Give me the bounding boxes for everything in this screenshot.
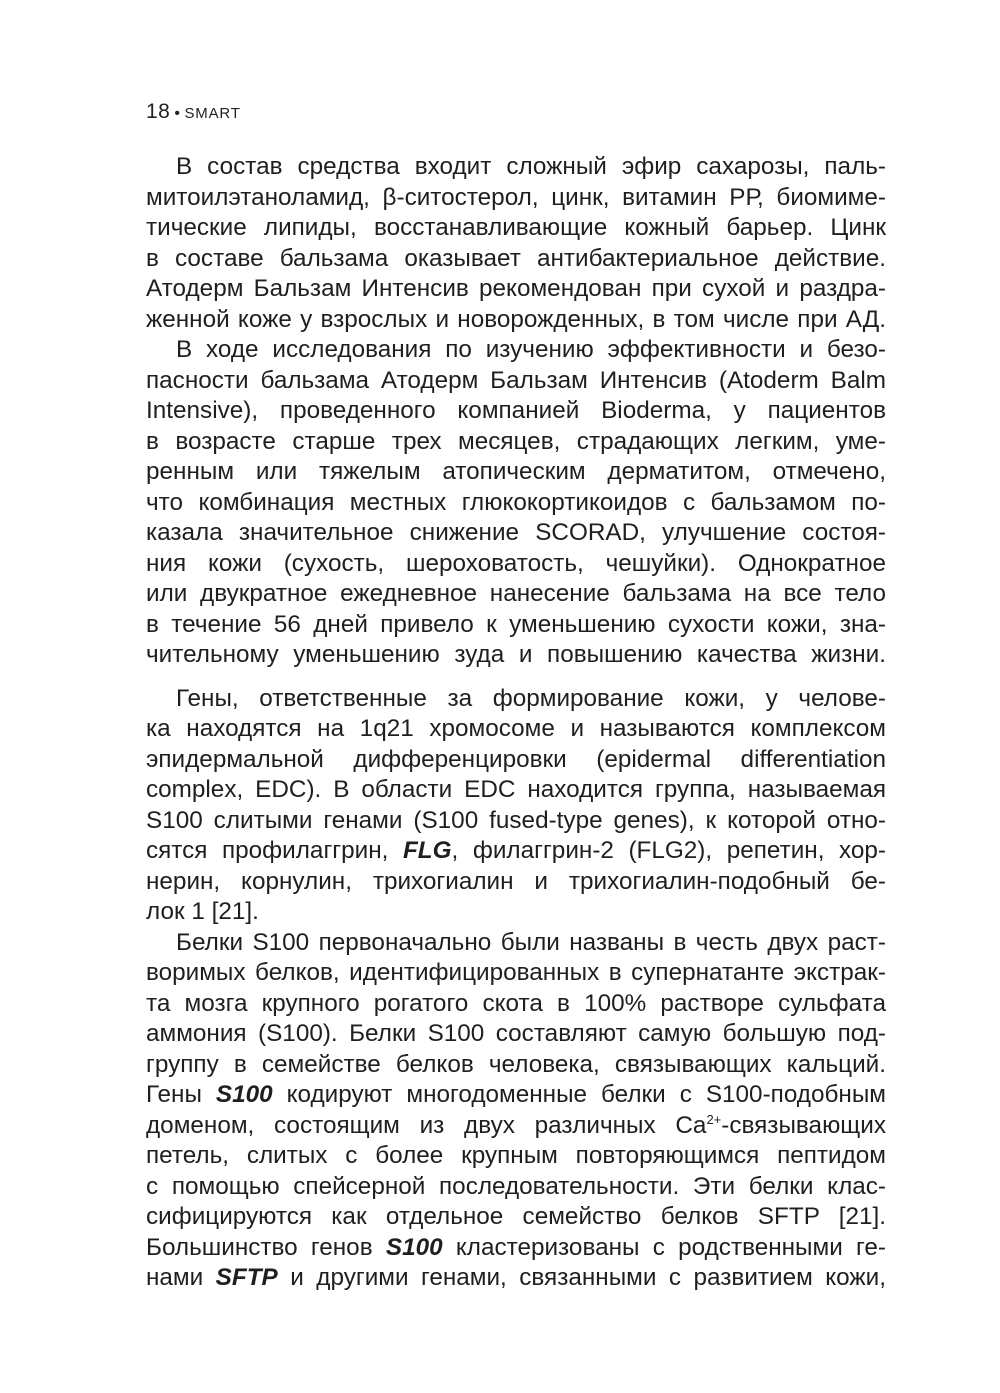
text-run: сятся профилаггрин, <box>146 837 403 864</box>
text-line <box>146 1111 886 1142</box>
text-line: с помощью спейсерной последовательности. Эти белки клас- <box>146 1172 886 1200</box>
text-run: доменом, состоящим из двух различных Ca <box>146 1111 707 1139</box>
text-line: Intensive), проведенного компанией Bioderma, у пациентов <box>146 397 886 424</box>
text-run: кластеризованы с родственными ге- <box>442 1233 886 1261</box>
text-line: митоилэтаноламид, β-ситостерол, цинк, витамин РР, биомиме- <box>146 183 886 211</box>
text-line: эпидермальной дифференцировки (epidermal differentiation <box>146 745 886 773</box>
text-line <box>146 1233 886 1264</box>
text-line: ка находятся на 1q21 хромосоме и называются комплексом <box>146 715 886 742</box>
paragraph-4 <box>146 928 886 1294</box>
gene-name: S100 <box>385 1233 443 1261</box>
text-line: S100 слитыми генами (S100 fused-type genes), к которой отно- <box>146 806 886 834</box>
text-line: аммония (S100). Белки S100 составляют самую большую под- <box>146 1020 886 1047</box>
text-line: петель, слитых с более крупным повторяющимся пептидом <box>146 1142 886 1169</box>
text-line: чительному уменьшению зуда и повышению качества жизни. <box>146 641 886 668</box>
text-line: ренным или тяжелым атопическим дерматитом, отмечено, <box>146 458 886 485</box>
running-head <box>146 100 241 124</box>
text-line <box>146 1263 886 1294</box>
text-line: нерин, корнулин, трихогиалин и трихогиалин-подобный бе- <box>146 867 886 895</box>
text-line: казала значительное снижение SCORAD, улучшение состоя- <box>146 519 886 546</box>
paragraph-3 <box>146 684 886 928</box>
page-number: 18 <box>146 100 171 123</box>
text-line: пасности бальзама Атодерм Бальзам Интенсив (Atoderm Balm <box>146 366 886 394</box>
text-line: группу в семействе белков человека, связывающих кальций. <box>146 1050 886 1078</box>
header-separator: • <box>174 105 181 122</box>
text-line: в возрасте старше трех месяцев, страдающих легким, уме- <box>146 427 886 455</box>
text-line: В ходе исследования по изучению эффективности и безо- <box>176 336 886 363</box>
body-text <box>146 152 886 1294</box>
text-line: в составе бальзама оказывает антибактериальное действие. <box>146 244 886 272</box>
text-line <box>146 836 886 867</box>
text-line: воримых белков, идентифицированных в супернатанте экстрак- <box>146 959 886 986</box>
gene-name: SFTP <box>215 1264 278 1291</box>
text-run: нами <box>146 1264 216 1291</box>
text-line: женной коже у взрослых и новорожденных, в том числе при АД. <box>146 305 886 333</box>
text-run: Большинство генов <box>146 1233 386 1261</box>
text-line: тические липиды, восстанавливающие кожный барьер. Цинк <box>146 214 886 241</box>
gene-name: FLG <box>402 837 452 864</box>
text-line: что комбинация местных глюкокортикоидов с бальзамом по- <box>146 488 886 516</box>
text-run: -связывающих <box>721 1111 886 1139</box>
text-run: и другими генами, связанными с развитием кожи, <box>277 1264 886 1291</box>
text-line: В состав средства входит сложный эфир сахарозы, паль- <box>176 153 886 180</box>
paragraph-2 <box>146 335 886 671</box>
text-line: Белки S100 первоначально были названы в честь двух раст- <box>176 928 886 956</box>
text-line: лок 1 [21]. <box>146 898 259 925</box>
text-line: или двукратное ежедневное нанесение бальзама на все тело <box>146 580 886 607</box>
text-line: complex, EDC). В области EDC находится группа, называемая <box>146 776 886 803</box>
text-run: Гены <box>146 1081 216 1108</box>
text-line: Атодерм Бальзам Интенсив рекомендован при сухой и раздра- <box>146 275 886 302</box>
paragraph-1 <box>146 152 886 335</box>
paragraph-gap <box>146 671 886 684</box>
section-title: SMART <box>184 105 241 122</box>
text-line: ния кожи (сухость, шероховатость, чешуйки). Однократное <box>146 549 886 577</box>
text-run: , филаггрин-2 (FLG2), репетин, хор- <box>451 837 886 864</box>
text-run: кодируют многодоменные белки с S100-подобным <box>272 1081 886 1108</box>
text-line <box>146 1080 886 1111</box>
superscript: 2+ <box>706 1111 722 1127</box>
text-line: в течение 56 дней привело к уменьшению сухости кожи, зна- <box>146 610 886 638</box>
gene-name: S100 <box>215 1081 273 1108</box>
text-line: Гены, ответственные за формирование кожи, у челове- <box>176 684 886 712</box>
text-line: сифицируются как отдельное семейство белков SFTP [21]. <box>146 1203 886 1230</box>
text-line: та мозга крупного рогатого скота в 100% растворе сульфата <box>146 989 886 1017</box>
